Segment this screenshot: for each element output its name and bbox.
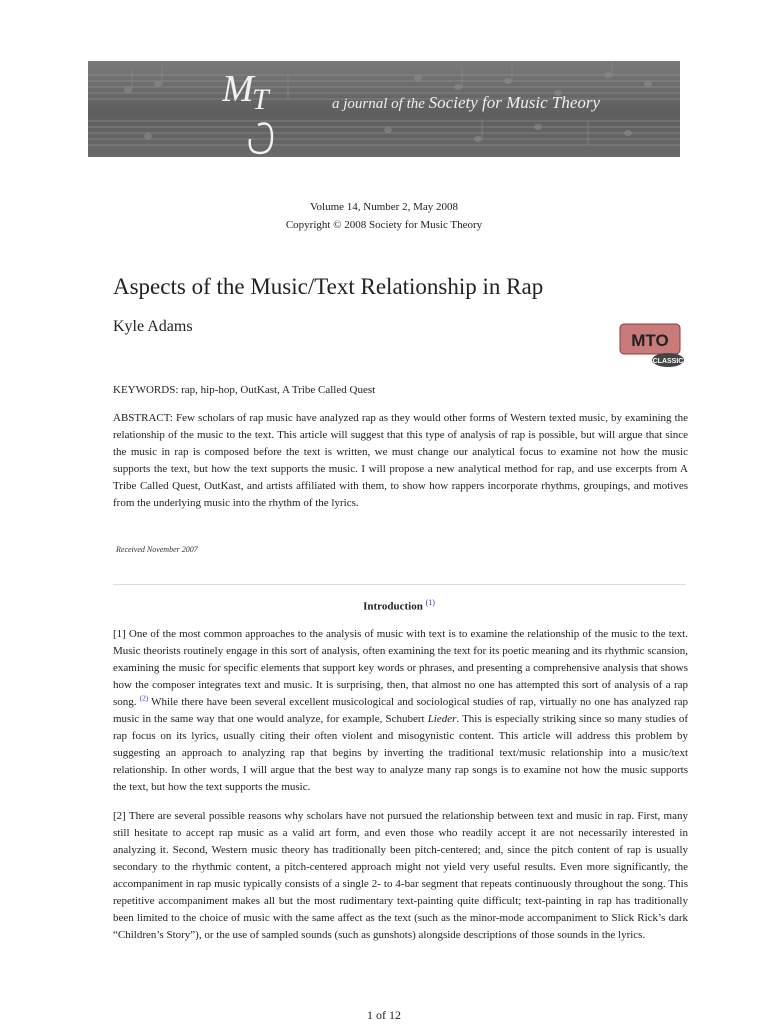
abstract xyxy=(113,410,688,512)
article-author: Kyle Adams xyxy=(113,318,193,335)
paragraph-1-text-b: While there have been several excellent musicological and sociological studies of rap, virtually no one has analyzed rap music in the same way that one would analyze, for example, Schubert xyxy=(113,696,689,725)
footnote-link-2[interactable]: (2) xyxy=(139,694,149,703)
paragraph-1-text-a: [1] One of the most common approaches to the analysis of music with text is to examine the relationship of the music to the text. Music theorists routinely engage in this sort of analysis, often examining the text for its poetic meaning and its rhythmic scansion, examining the music for specific elements that support key words or phrases, and presenting a comprehensive analysis that shows how the composer integrates text and music. It is surprising, then, that almost no one has attempted this sort of analysis of a rap song. xyxy=(113,628,688,708)
page-indicator: 1 of 12 xyxy=(367,1008,401,1022)
keywords-value: rap, hip-hop, OutKast, A Tribe Called Quest xyxy=(181,384,376,396)
badge-top-text: MTO xyxy=(631,331,669,350)
abstract-label: ABSTRACT: xyxy=(113,412,173,424)
paragraph-1-text-c: . This is especially striking since so many studies of rap focus on its lyrics, usually citing their often violent and misogynistic content. This article will address this problem by suggesting an approach to analyzing rap that begins by inverting the traditional text/music relationship into a music/text relationship. In other words, I will argue that the best way to analyze many rap songs is to examine not how the music supports the text, but how the text supports the music. xyxy=(113,713,688,793)
keywords-label: KEYWORDS: xyxy=(113,384,179,396)
badge-bottom-text: CLASSIC xyxy=(652,358,684,365)
keywords xyxy=(113,382,688,398)
journal-banner xyxy=(88,61,680,157)
lieder-italic: Lieder xyxy=(427,713,457,725)
article-title: Aspects of the Music/Text Relationship in Rap xyxy=(113,274,544,299)
introduction-heading xyxy=(0,598,768,613)
introduction-heading-text: Introduction xyxy=(363,600,423,613)
abstract-text: Few scholars of rap music have analyzed rap as they would other forms of Western texted music, by examining the relationship of the music to the text. This article will suggest that this type of analysis of rap is possible, but will argue that since the music in rap is composed before the text is written, we must change our analytical focus to examine not how the music supports the text, but how the text supports the music. I will propose a new analytical method for rap, and use excerpts from A Tribe Called Quest, OutKast, and artists affiliated with them, to show how rappers incorporate rhythms, groupings, and motives from the underlying music into the rhythm of the lyrics. xyxy=(113,412,689,509)
paragraph-2: [2] There are several possible reasons why scholars have not pursued the relationship between text and music in rap. First, many still hesitate to accept rap music as a valid art form, and even those who readily accept it are not necessarily interested in analyzing it. Second, Western music theory has traditionally been pitch-centered; and, since the pitch content of rap is usually secondary to the rhythmic content, a pitch-centered approach might not yield very useful results. Even more significantly, the accompaniment in rap music typically consists of a single 2- to 4-bar segment that repeats continuously throughout the song. This repetitive accompaniment makes all but the most rudimentary text-painting quite difficult; text-painting in rap has traditionally been limited to the choice of music with the same affect as the text (such as the minor-mode accompaniment to Slick Rick’s dark “Children’s Story”), or the use of sampled sounds (such as gunshots) alongside descriptions of those sounds in the lyrics. xyxy=(113,810,688,941)
journal-tagline: a journal of the Society for Music Theory xyxy=(332,93,601,112)
revision-date: Received November 2007 xyxy=(116,545,198,554)
copyright-line: Copyright © 2008 Society for Music Theory xyxy=(285,219,483,231)
paragraph-1 xyxy=(113,626,688,796)
section-divider xyxy=(113,584,686,585)
volume-line: Volume 14, Number 2, May 2008 xyxy=(310,201,458,213)
mto-classic-badge-icon[interactable] xyxy=(618,322,686,370)
footnote-link-1[interactable]: (1) xyxy=(425,598,435,607)
svg-text:T: T xyxy=(252,83,269,116)
issue-info xyxy=(0,198,768,234)
svg-text:M: M xyxy=(222,68,254,110)
mto-logo-mark xyxy=(222,65,292,155)
